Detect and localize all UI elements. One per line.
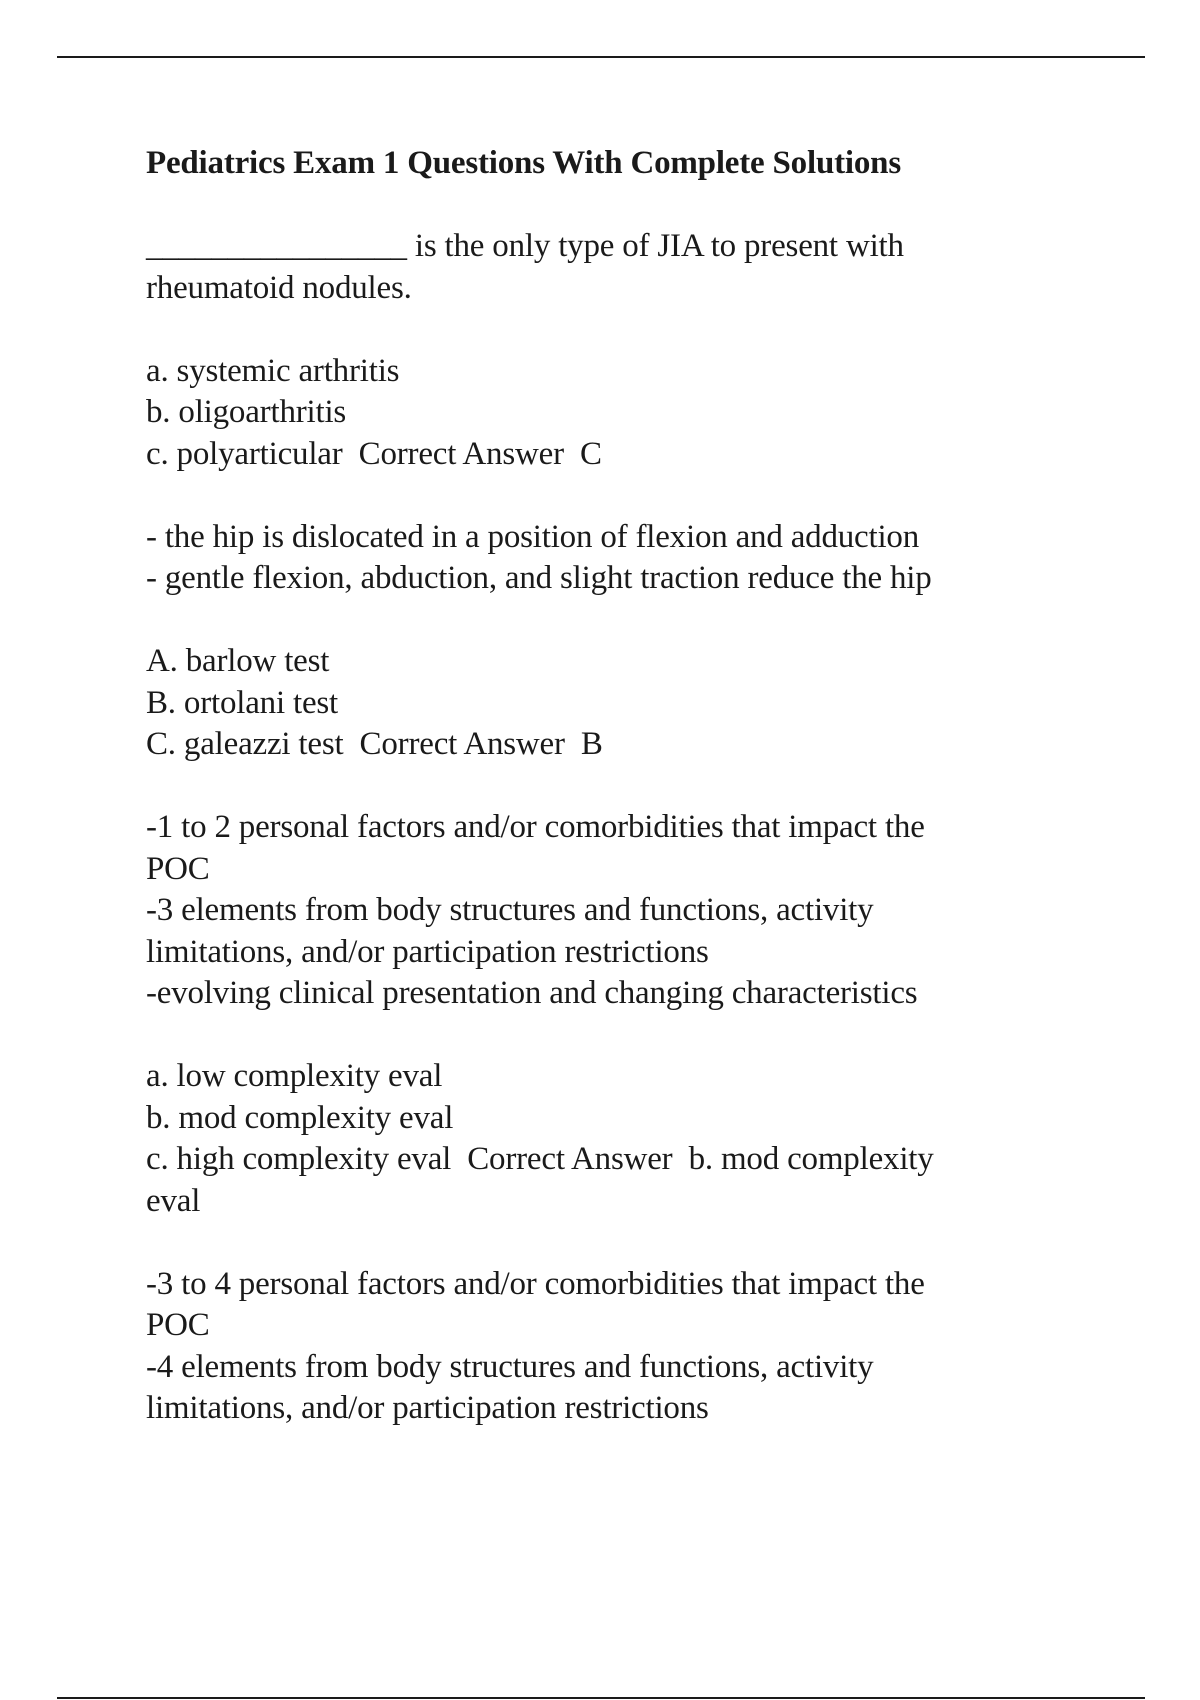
question-3-stem-line: POC [146, 850, 210, 887]
question-4-stem-line: -3 to 4 personal factors and/or comorbidities that impact the [146, 1265, 925, 1302]
question-3 [146, 807, 1046, 1222]
question-3-option-b: b. mod complexity eval [146, 1099, 454, 1136]
question-1-stem-line: ________________ is the only type of JIA to present with [146, 228, 904, 264]
question-1-stem-line: rheumatoid nodules. [146, 269, 412, 306]
document-body [146, 142, 1046, 1430]
question-2-stem-line: - the hip is dislocated in a position of flexion and adduction [146, 518, 920, 555]
question-3-option-c-answer-cont: eval [146, 1182, 201, 1219]
question-3-stem-line: -1 to 2 personal factors and/or comorbidities that impact the [146, 809, 925, 845]
question-1-option-b: b. oligoarthritis [146, 394, 347, 430]
question-2 [146, 517, 1046, 766]
footer-rule [57, 1697, 1145, 1699]
question-2-option-c-answer: C. galeazzi test Correct Answer B [146, 726, 603, 762]
question-3-stem-line: -3 elements from body structures and functions, activity [146, 892, 874, 928]
question-1-option-c-answer: c. polyarticular Correct Answer C [146, 435, 602, 472]
question-3-stem-line: -evolving clinical presentation and changing characteristics [146, 975, 918, 1011]
document-title: Pediatrics Exam 1 Questions With Complete Solutions [146, 145, 901, 181]
question-2-option-a: A. barlow test [146, 643, 330, 679]
question-3-stem-line: limitations, and/or participation restrictions [146, 933, 709, 970]
question-2-stem-line: - gentle flexion, abduction, and slight traction reduce the hip [146, 560, 932, 596]
question-3-option-c-answer: c. high complexity eval Correct Answer b. mod complexity [146, 1141, 934, 1177]
question-4-stem-line: limitations, and/or participation restrictions [146, 1390, 709, 1426]
question-4 [146, 1264, 1046, 1430]
question-4-stem-line: -4 elements from body structures and functions, activity [146, 1348, 874, 1385]
question-1-option-a: a. systemic arthritis [146, 352, 400, 389]
question-4-stem-line: POC [146, 1307, 210, 1343]
question-3-option-a: a. low complexity eval [146, 1058, 443, 1094]
question-2-option-b: B. ortolani test [146, 684, 339, 721]
question-1 [146, 226, 1046, 475]
header-rule [57, 56, 1145, 58]
